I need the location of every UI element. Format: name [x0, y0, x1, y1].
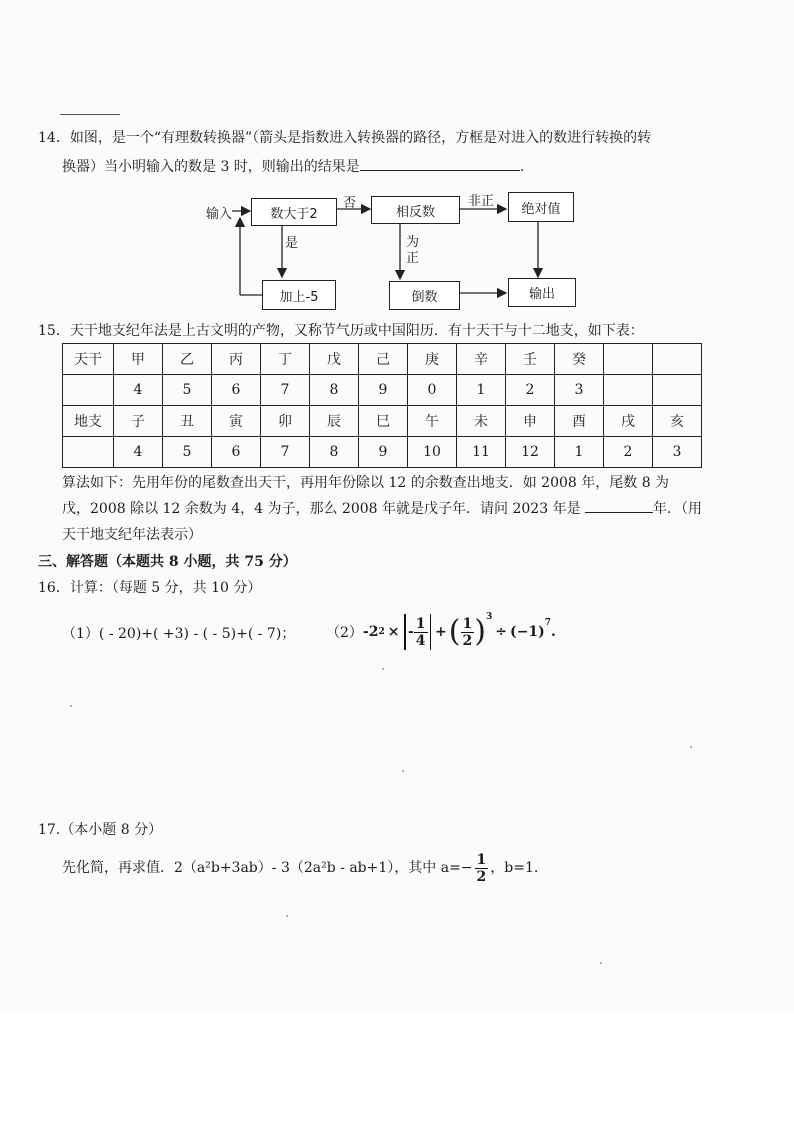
q14-line2-text: 换器）当小明输入的数是 3 时，则输出的结果是 [62, 159, 360, 175]
scan-speck [286, 915, 288, 917]
q16-term-a: -2 [362, 624, 379, 640]
q15-algo-line2-text: 戊，2008 除以 12 余数为 4，4 为子，那么 2008 年就是戊子年．请问 2023 年是 [62, 501, 581, 517]
flow-box-opposite [371, 196, 460, 224]
scan-speck [600, 962, 602, 964]
table-cell: 丑 [163, 406, 212, 437]
table-cell: 卯 [261, 406, 310, 437]
table-cell: 地支 [63, 406, 114, 437]
table-cell: 乙 [163, 344, 212, 375]
table-cell: 5 [163, 437, 212, 468]
table-cell: 未 [457, 406, 506, 437]
table-cell: 10 [408, 437, 457, 468]
flow-box-greater-than-2 [251, 198, 337, 226]
paren-close: ) [474, 614, 486, 649]
table-cell: 12 [506, 437, 555, 468]
table-cell [63, 375, 114, 406]
flow-box-absolute-text: 绝对值 [521, 201, 561, 217]
q17-frac-num: 1 [476, 851, 487, 868]
q16-frac-quarter-den: 4 [415, 632, 426, 649]
table-cell: 癸 [555, 344, 604, 375]
table-cell: 申 [506, 406, 555, 437]
abs-bar-left [404, 614, 406, 650]
flow-box-reciprocal [389, 281, 460, 310]
q16-frac-half-num: 1 [462, 615, 473, 632]
scan-speck [70, 705, 72, 707]
q15-intro: 15．天干地支纪年法是上古文明的产物，又称节气历或中国阳历．有十天干与十二地支，如下表： [38, 323, 644, 339]
table-cell: 午 [408, 406, 457, 437]
table-cell: 9 [359, 375, 408, 406]
table-cell: 3 [555, 375, 604, 406]
flow-label-nonpositive: 非正 [468, 194, 495, 209]
q16-frac-half [461, 616, 475, 649]
table-cell [604, 344, 653, 375]
q15-algo-line3: 天干地支纪年法表示） [62, 527, 202, 543]
table-cell: 4 [114, 437, 163, 468]
table-cell: 7 [261, 375, 310, 406]
flow-label-positive-2: 正 [406, 251, 420, 266]
table-cell: 壬 [506, 344, 555, 375]
q14-line2-end: . [519, 159, 525, 175]
table-cell: 庚 [408, 344, 457, 375]
q16-exp3: 3 [485, 612, 493, 622]
q15-algo-line2-end: 年．（用 [653, 501, 703, 517]
q17-frac-den: 2 [476, 868, 487, 885]
flow-label-positive-1: 为 [406, 235, 420, 250]
table-cell [653, 344, 702, 375]
flow-box-absolute [508, 192, 574, 222]
flow-input-label: 输入 [206, 207, 233, 222]
table-cell: 8 [310, 375, 359, 406]
table-cell: 2 [506, 375, 555, 406]
dizhi-row [63, 406, 702, 437]
table-cell: 戊 [310, 344, 359, 375]
tiangan-row [63, 344, 702, 375]
table-cell: 甲 [114, 344, 163, 375]
q16-div: ÷ [495, 624, 507, 640]
table-cell [63, 437, 114, 468]
q16-term-b-exp: 7 [544, 618, 551, 628]
q16-plus: + [435, 624, 447, 640]
q14-answer-blank[interactable] [360, 170, 520, 171]
q16-part1: （1）( - 20)+( +3) - ( - 5)+( - 7)； [62, 626, 296, 642]
flow-box-greater-than-2-text: 数大于2 [270, 206, 318, 222]
q14-line1: 14．如图，是一个“有理数转换器”（箭头是指数进入转换器的路径，方框是对进入的数进行转换的转 [38, 130, 652, 146]
q16-part2-label: （2） [326, 625, 363, 641]
scan-speck [402, 770, 404, 772]
flow-label-yes: 是 [285, 236, 299, 251]
table-cell: 11 [457, 437, 506, 468]
abs-bar-right [430, 614, 432, 650]
table-cell: 子 [114, 406, 163, 437]
table-cell: 0 [408, 375, 457, 406]
table-cell: 5 [163, 375, 212, 406]
q17-title: 17.（本小题 8 分） [38, 822, 163, 838]
flow-label-no: 否 [343, 196, 357, 211]
table-cell [604, 375, 653, 406]
table-cell: 戌 [604, 406, 653, 437]
q15-answer-blank[interactable] [585, 512, 653, 513]
flow-box-output-text: 输出 [528, 287, 555, 302]
q16-frac-quarter-num: 1 [415, 615, 426, 632]
table-cell: 辰 [310, 406, 359, 437]
q16-frac-quarter [414, 616, 428, 649]
q17-body-text: 先化简，再求值．2（a²b+3ab）- 3（2a²b - ab+1），其中 a=− [62, 860, 473, 876]
table-cell: 天干 [63, 344, 114, 375]
q16-term-a-exp: 2 [378, 627, 385, 637]
flow-box-opposite-text: 相反数 [395, 204, 435, 220]
header-rule [60, 114, 120, 115]
table-cell: 7 [261, 437, 310, 468]
table-cell: 8 [310, 437, 359, 468]
table-cell: 3 [653, 437, 702, 468]
q16-neg: - [407, 624, 414, 640]
q15-algo-line1: 算法如下：先用年份的尾数查出天干，再用年份除以 12 的余数查出地支．如 2008 年，尾数 8 为 [62, 475, 670, 491]
table-cell: 1 [457, 375, 506, 406]
section-3-title: 三、解答题（本题共 8 小题，共 75 分） [38, 554, 297, 570]
flow-box-add-text: 加上-5 [279, 289, 319, 305]
q16-end: . [550, 624, 556, 640]
q16-frac-half-den: 2 [462, 632, 473, 649]
table-cell [653, 375, 702, 406]
table-cell: 亥 [653, 406, 702, 437]
q16-part2 [326, 610, 556, 654]
q17-body-end: ，b=1. [490, 860, 539, 876]
table-cell: 6 [212, 375, 261, 406]
flow-box-output [508, 278, 576, 307]
table-cell: 巳 [359, 406, 408, 437]
flow-box-add-minus-5 [262, 280, 336, 310]
q15-algo-line2 [62, 499, 702, 519]
q14-line2 [62, 157, 524, 177]
q16-term-b: (−1) [509, 624, 545, 640]
table-cell: 酉 [555, 406, 604, 437]
table-cell: 4 [114, 375, 163, 406]
paren-open: ( [448, 614, 461, 649]
q17-frac [475, 852, 489, 885]
table-cell: 9 [359, 437, 408, 468]
dizhi-number-row [63, 437, 702, 468]
table-cell: 2 [604, 437, 653, 468]
q16-title: 16．计算：（每题 5 分，共 10 分） [38, 580, 262, 596]
scan-speck [382, 668, 384, 670]
table-cell: 寅 [212, 406, 261, 437]
tiangan-number-row [63, 375, 702, 406]
flow-box-reciprocal-text: 倒数 [411, 290, 438, 305]
table-cell: 丙 [212, 344, 261, 375]
scan-speck [690, 746, 692, 748]
ganzhi-table [62, 343, 702, 468]
table-cell: 己 [359, 344, 408, 375]
table-cell: 6 [212, 437, 261, 468]
table-cell: 丁 [261, 344, 310, 375]
q17-body [62, 846, 538, 890]
table-cell: 1 [555, 437, 604, 468]
q16-times: × [387, 624, 400, 640]
table-cell: 辛 [457, 344, 506, 375]
